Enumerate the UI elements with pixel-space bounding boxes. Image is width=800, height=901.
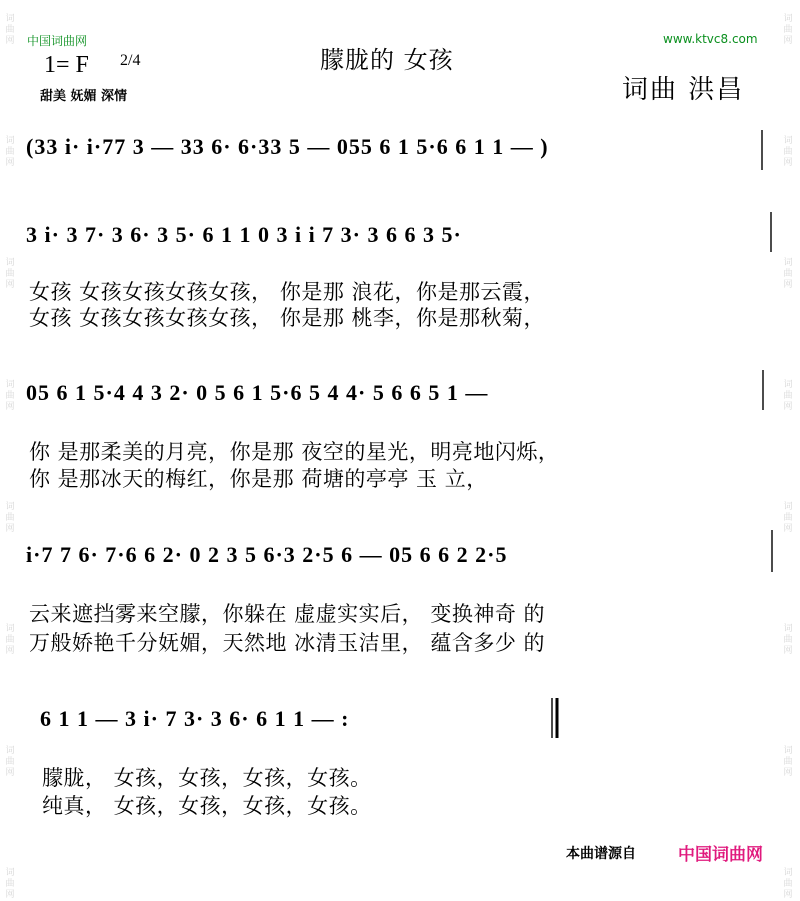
watermark-mark: 词 曲 网 (783, 14, 793, 46)
watermark-mark: 词 曲 网 (783, 136, 793, 168)
notation-line-1: (33 i· i·77 3 — 33 6· 6·33 5 — 055 6 1 5·6 6 1 1 — ) (26, 134, 549, 159)
left-watermark-strip (0, 0, 22, 900)
key-signature: 1= F (44, 52, 89, 78)
watermark-mark: 词 曲 网 (5, 258, 15, 290)
lyric-line-2-verse-1: 女孩 女孩女孩女孩女孩， 你是那 浪花，你是那云霞， (29, 280, 546, 304)
watermark-mark: 词 曲 网 (5, 624, 15, 656)
lyric-line-3-verse-2: 你 是那冰天的梅红，你是那 荷塘的亭亭 玉 立， (29, 467, 488, 491)
watermark-mark: 词 曲 网 (783, 624, 793, 656)
time-signature: 2/4 (120, 52, 141, 69)
watermark-mark: 词 曲 网 (5, 502, 15, 534)
watermark-mark: 词 曲 网 (783, 746, 793, 778)
lyric-line-5-verse-2: 纯真， 女孩，女孩，女孩，女孩。 (42, 794, 372, 818)
right-watermark-strip (778, 0, 800, 900)
lyric-line-5-verse-1: 朦胧， 女孩，女孩，女孩，女孩。 (42, 766, 372, 790)
watermark-mark: 词 曲 网 (783, 868, 793, 900)
watermark-mark: 词 曲 网 (783, 502, 793, 534)
site-logo[interactable]: 中国词曲网 (27, 34, 88, 48)
song-title: 朦胧的 女孩 (320, 46, 454, 74)
watermark-mark: 词 曲 网 (5, 14, 15, 46)
site-url-link[interactable]: www.ktvc8.com (663, 32, 758, 46)
watermark-mark: 词 曲 网 (5, 868, 15, 900)
notation-line-3: 05 6 1 5·4 4 3 2· 0 5 6 1 5·6 5 4 4· 5 6 6 5 1 — (26, 380, 489, 405)
watermark-mark: 词 曲 网 (783, 258, 793, 290)
expression-marking: 甜美 妩媚 深情 (40, 89, 128, 104)
watermark-mark: 词 曲 网 (5, 746, 15, 778)
lyric-line-3-verse-1: 你 是那柔美的月亮，你是那 夜空的星光，明亮地闪烁， (29, 440, 560, 464)
footer-source-note: 本曲谱源自 (566, 846, 636, 862)
lyric-line-4-verse-2: 万般娇艳千分妩媚，天然地 冰清玉洁里， 蕴含多少 的 (29, 631, 546, 655)
composer-credits: 词曲 洪昌 (622, 75, 745, 105)
watermark-mark: 词 曲 网 (5, 380, 15, 412)
notation-line-4: i·7 7 6· 7·6 6 2· 0 2 3 5 6·3 2·5 6 — 05 6 6 2 2·5 (26, 542, 508, 567)
watermark-mark: 词 曲 网 (5, 136, 15, 168)
lyric-line-2-verse-2: 女孩 女孩女孩女孩女孩， 你是那 桃李，你是那秋菊， (29, 306, 546, 330)
lyric-line-4-verse-1: 云来遮挡雾来空朦，你躲在 虚虚实实后， 变换神奇 的 (29, 602, 546, 626)
notation-line-5: 6 1 1 — 3 i· 7 3· 3 6· 6 1 1 — : (40, 706, 350, 731)
watermark-mark: 词 曲 网 (783, 380, 793, 412)
notation-line-2: 3 i· 3 7· 3 6· 3 5· 6 1 1 0 3 i i 7 3· 3 6 6 3 5· (26, 222, 462, 247)
footer-site-link[interactable]: 中国词曲网 (678, 845, 763, 865)
